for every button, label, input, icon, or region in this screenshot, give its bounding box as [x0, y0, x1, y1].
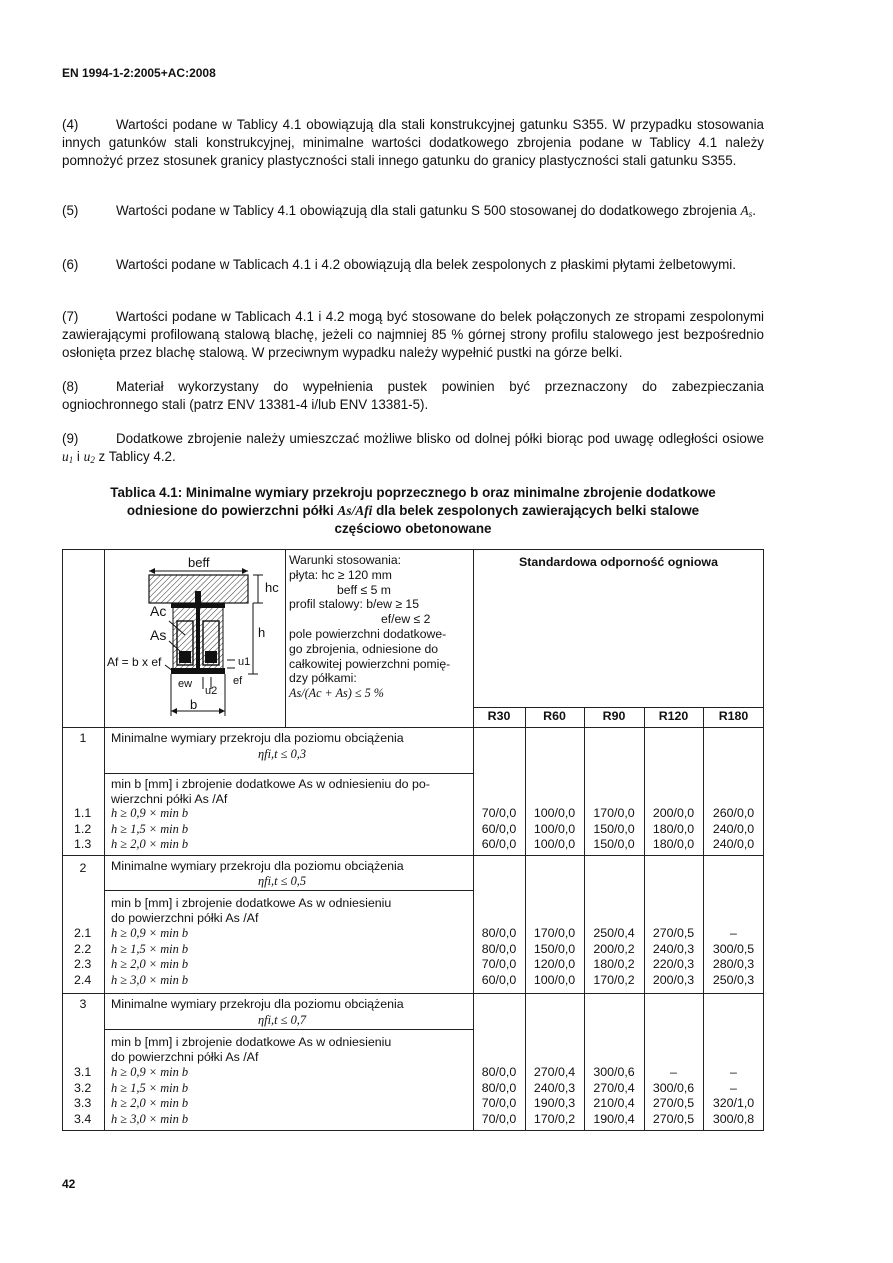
rating-r30: R30: [487, 709, 511, 723]
value-cell: 60/0,0: [481, 972, 517, 987]
value-cell: 270/0,5: [652, 1096, 695, 1110]
value-cell: –: [670, 1065, 677, 1079]
label-h: h: [258, 625, 266, 640]
description-line-2: wierzchni półki As /Af: [111, 792, 228, 806]
value-cell: 270/0,4: [533, 1065, 576, 1079]
group-number: 3: [79, 997, 87, 1011]
caption-line-3: częściowo obetonowane: [334, 521, 492, 536]
row-condition: h ≥ 3,0 × min b: [111, 972, 189, 987]
value-cell: 220/0,3: [652, 957, 695, 971]
value-cell: 100/0,0: [533, 806, 576, 820]
condition-text: go zbrojenia, odniesione do: [289, 641, 439, 656]
value-cell: 210/0,4: [593, 1096, 635, 1110]
paragraph-6: [62, 256, 764, 274]
rating-r180: R180: [718, 709, 749, 723]
paragraph-text: Dodatkowe zbrojenie należy umieszczać możliwe blisko od dolnej półki biorąc pod uwagę odległości osiowe: [116, 431, 764, 446]
load-level-text: Minimalne wymiary przekroju dla poziomu obciążenia: [111, 997, 404, 1011]
row-id: 2.4: [74, 972, 92, 987]
rating-r60: R60: [543, 709, 566, 723]
row-conditions: [111, 806, 188, 853]
condition-text: pole powierzchni dodatkowe-: [289, 626, 447, 641]
paragraph-text: Wartości podane w Tablicy 4.1 obowiązują dla stali konstrukcyjnej gatunku S355. W przypadku stosowania innych gatunków stali konstrukcyjnej, minimalne wartości dodatkowego zbrojenia podane w Tablicy 4.1 należy pomnożyć przez stosunek granicy plastyczności stali innego gatunku do granicy plastyczności stali gatunku S355.: [62, 117, 764, 168]
rebar: [205, 651, 217, 663]
label-b: b: [190, 697, 198, 712]
value-cell: 170/0,0: [533, 926, 576, 940]
value-cell: 240/0,3: [652, 941, 695, 956]
value-cell: 120/0,0: [533, 957, 576, 971]
page-number: 42: [62, 1177, 76, 1191]
label-beff: beff: [188, 555, 210, 570]
symbol-sub: s: [748, 209, 753, 219]
caption-symbol: As/Afi: [337, 503, 373, 518]
value-cell: 100/0,0: [533, 837, 576, 851]
condition-ef-ew: ef/ew ≤ 2: [381, 612, 431, 627]
load-level-text: Minimalne wymiary przekroju dla poziomu obciążenia: [111, 731, 404, 745]
rating-r90: R90: [602, 709, 626, 723]
paragraph-4: [62, 116, 764, 170]
row-condition: h ≥ 2,0 × min b: [111, 1096, 189, 1110]
value-cell: 80/0,0: [481, 1065, 517, 1079]
row-id: 1.1: [74, 806, 92, 820]
paragraph-number: (9): [62, 431, 79, 446]
value-cell: 320/1,0: [712, 1096, 755, 1110]
description-line-1: min b [mm] i zbrojenie dodatkowe As w odniesieniu: [111, 1035, 392, 1049]
symbol: u: [62, 449, 69, 464]
description-line-2: do powierzchni półki As /Af: [111, 1050, 259, 1064]
application-conditions: [289, 553, 450, 701]
value-cell: 190/0,3: [533, 1096, 576, 1110]
label-af: Af = b x ef: [107, 655, 162, 669]
row-condition: h ≥ 2,0 × min b: [111, 837, 189, 851]
description-line-1: min b [mm] i zbrojenie dodatkowe As w odniesieniu: [111, 896, 392, 910]
condition-beff: beff ≤ 5 m: [337, 582, 391, 597]
value-cell: 270/0,5: [652, 1111, 695, 1126]
row-ids: [74, 1065, 91, 1127]
value-cell: 70/0,0: [481, 957, 517, 971]
row-id: 3.3: [74, 1096, 92, 1110]
label-u2: u2: [205, 685, 218, 697]
group-number: 1: [79, 731, 87, 745]
value-cell: 260/0,0: [712, 806, 755, 820]
value-cell: 60/0,0: [481, 837, 517, 851]
label-u1: u1: [238, 656, 251, 668]
row-conditions: [111, 926, 188, 988]
paragraph-7: [62, 308, 764, 362]
label-ac: Ac: [150, 603, 167, 619]
value-cell: 170/0,2: [533, 1111, 576, 1126]
value-cell: 100/0,0: [533, 972, 576, 987]
row-id: 1.3: [74, 837, 92, 851]
row-condition: h ≥ 1,5 × min b: [111, 941, 189, 956]
row-id: 2.1: [74, 926, 92, 940]
value-cell: 200/0,2: [593, 941, 635, 956]
paragraph-text: Wartości podane w Tablicach 4.1 i 4.2 mogą być stosowane do belek połączonych ze stropami zespolonymi zawierającymi profilowaną stalową blachę, jeżeli co najmniej 85 % górnej strony profilu stalowego jest bezpośrednio osłonięta przez blachę stalową. W przeciwnym wypadku należy wypełnić pustki na górze belki.: [62, 309, 764, 360]
caption-line-2b: dla belek zespolonych zawierających belki stalowe: [372, 503, 700, 518]
row-id: 1.2: [74, 821, 92, 836]
load-level-text: Minimalne wymiary przekroju dla poziomu obciążenia: [111, 859, 404, 873]
value-cell: –: [730, 926, 737, 940]
condition-slab: płyta: hc ≥ 120 mm: [289, 567, 392, 582]
condition-ratio: As/(Ac + As) ≤ 5 %: [289, 686, 384, 701]
value-cell: 250/0,3: [712, 972, 755, 987]
eta-condition: ηfi,t ≤ 0,7: [258, 1013, 307, 1027]
value-cell: 190/0,4: [593, 1111, 635, 1126]
standard-fire-resistance-header: Standardowa odporność ogniowa: [519, 555, 718, 569]
row-condition: h ≥ 0,9 × min b: [111, 806, 189, 820]
value-cell: 200/0,3: [652, 972, 695, 987]
value-cell: 80/0,0: [481, 941, 517, 956]
row-condition: h ≥ 1,5 × min b: [111, 1080, 189, 1095]
description-line-2: do powierzchni półki As /Af: [111, 911, 259, 925]
row-condition: h ≥ 1,5 × min b: [111, 821, 189, 836]
table-caption: [62, 484, 764, 538]
caption-line-2: [62, 502, 764, 520]
paragraph-number: (8): [62, 379, 79, 394]
symbol-sub: 2: [90, 455, 95, 465]
value-cell: –: [730, 1065, 737, 1079]
label-hc: hc: [265, 580, 279, 595]
value-cell: 150/0,0: [593, 821, 635, 836]
value-cell: 270/0,4: [593, 1080, 635, 1095]
row-condition: h ≥ 0,9 × min b: [111, 1065, 189, 1079]
row-condition: h ≥ 0,9 × min b: [111, 926, 189, 940]
value-cell: 300/0,5: [712, 941, 755, 956]
condition-text: całkowitej powierzchni pomię-: [289, 656, 451, 671]
symbol: A: [740, 203, 749, 218]
value-cell: 240/0,0: [712, 837, 755, 851]
paragraph-text: Wartości podane w Tablicy 4.1 obowiązują dla stali gatunku S 500 stosowanej do dodatkowego zbrojenia: [116, 203, 741, 218]
eta-condition: ηfi,t ≤ 0,3: [258, 747, 307, 761]
value-cell: 100/0,0: [533, 821, 576, 836]
bottom-flange: [171, 668, 225, 674]
caption-line-1: Tablica 4.1: Minimalne wymiary przekroju poprzecznego b oraz minimalne zbrojenie dodatkowe: [110, 485, 716, 500]
value-cell: 70/0,0: [481, 1111, 517, 1126]
value-cell: 80/0,0: [481, 926, 517, 940]
row-conditions: [111, 1065, 188, 1127]
row-condition: h ≥ 2,0 × min b: [111, 957, 189, 971]
value-cell: 200/0,0: [652, 806, 695, 820]
label-as: As: [150, 627, 167, 643]
value-cell: –: [730, 1080, 737, 1095]
shear-stud: [195, 591, 201, 603]
group-number: 2: [79, 861, 87, 875]
paragraph-tail: .: [752, 203, 756, 218]
row-ids: [74, 926, 91, 988]
arrow-icon: [149, 568, 155, 574]
conditions-title: Warunki stosowania:: [289, 553, 401, 567]
paragraph-mid: i: [73, 449, 84, 464]
steel-web: [196, 603, 200, 673]
paragraph-number: (5): [62, 203, 79, 218]
value-cell: 150/0,0: [533, 941, 576, 956]
value-cell: 180/0,0: [652, 837, 695, 851]
row-id: 3.4: [74, 1111, 92, 1126]
label-ew: ew: [178, 678, 193, 690]
value-cell: 250/0,4: [593, 926, 635, 940]
value-cell: 180/0,2: [593, 957, 635, 971]
value-cell: 270/0,5: [652, 926, 695, 940]
value-cell: 300/0,6: [652, 1080, 695, 1095]
document-header: EN 1994-1-2:2005+AC:2008: [62, 66, 216, 80]
description-line-1: min b [mm] i zbrojenie dodatkowe As w odniesieniu do po-: [111, 777, 430, 791]
arrow-icon: [219, 708, 225, 714]
value-cell: 240/0,3: [533, 1080, 576, 1095]
paragraph-text: Wartości podane w Tablicach 4.1 i 4.2 obowiązują dla belek zespolonych z płaskimi płytami żelbetowymi.: [116, 257, 736, 272]
paragraph-number: (6): [62, 257, 79, 272]
value-cell: 150/0,0: [593, 837, 635, 851]
row-ids: [74, 806, 91, 853]
arrow-icon: [171, 708, 177, 714]
value-cell: 300/0,6: [593, 1065, 635, 1079]
value-cell: 60/0,0: [481, 821, 517, 836]
symbol-sub: 1: [68, 455, 74, 465]
rating-r120: R120: [658, 709, 689, 723]
value-cell: 300/0,8: [712, 1111, 755, 1126]
row-id: 3.2: [74, 1080, 92, 1095]
row-condition: h ≥ 3,0 × min b: [111, 1111, 189, 1126]
caption-line-2a: odniesione do powierzchni półki: [126, 503, 338, 518]
condition-text: dzy półkami:: [289, 671, 357, 686]
row-id: 2.2: [74, 941, 92, 956]
row-id: 3.1: [74, 1065, 92, 1079]
symbol: u: [83, 449, 91, 464]
value-cell: 240/0,0: [712, 821, 755, 836]
rebar: [179, 651, 191, 663]
label-ef: ef: [233, 675, 243, 687]
paragraph-number: (7): [62, 309, 79, 324]
paragraph-number: (4): [62, 117, 79, 132]
value-cell: 170/0,0: [593, 806, 635, 820]
condition-profile: profil stalowy: b/ew ≥ 15: [289, 597, 419, 612]
value-cell: 80/0,0: [481, 1080, 517, 1095]
paragraph-5: [62, 202, 764, 223]
row-id: 2.3: [74, 957, 92, 971]
paragraph-text: Materiał wykorzystany do wypełnienia pustek powinien być przeznaczony do zabezpieczania ogniochronnego stali (patrz ENV 13381-4 i/lub ENV 13381-5).: [62, 379, 764, 412]
eta-condition: ηfi,t ≤ 0,5: [258, 874, 307, 888]
paragraph-9: [62, 430, 764, 469]
value-cell: 170/0,2: [593, 972, 635, 987]
arrow-icon: [242, 568, 248, 574]
value-cell: 180/0,0: [652, 821, 695, 836]
value-cell: 280/0,3: [712, 957, 755, 971]
paragraph-8: [62, 378, 764, 414]
value-cell: 70/0,0: [481, 1096, 517, 1110]
paragraph-tail: z Tablicy 4.2.: [94, 449, 176, 464]
value-cell: 70/0,0: [481, 806, 517, 820]
